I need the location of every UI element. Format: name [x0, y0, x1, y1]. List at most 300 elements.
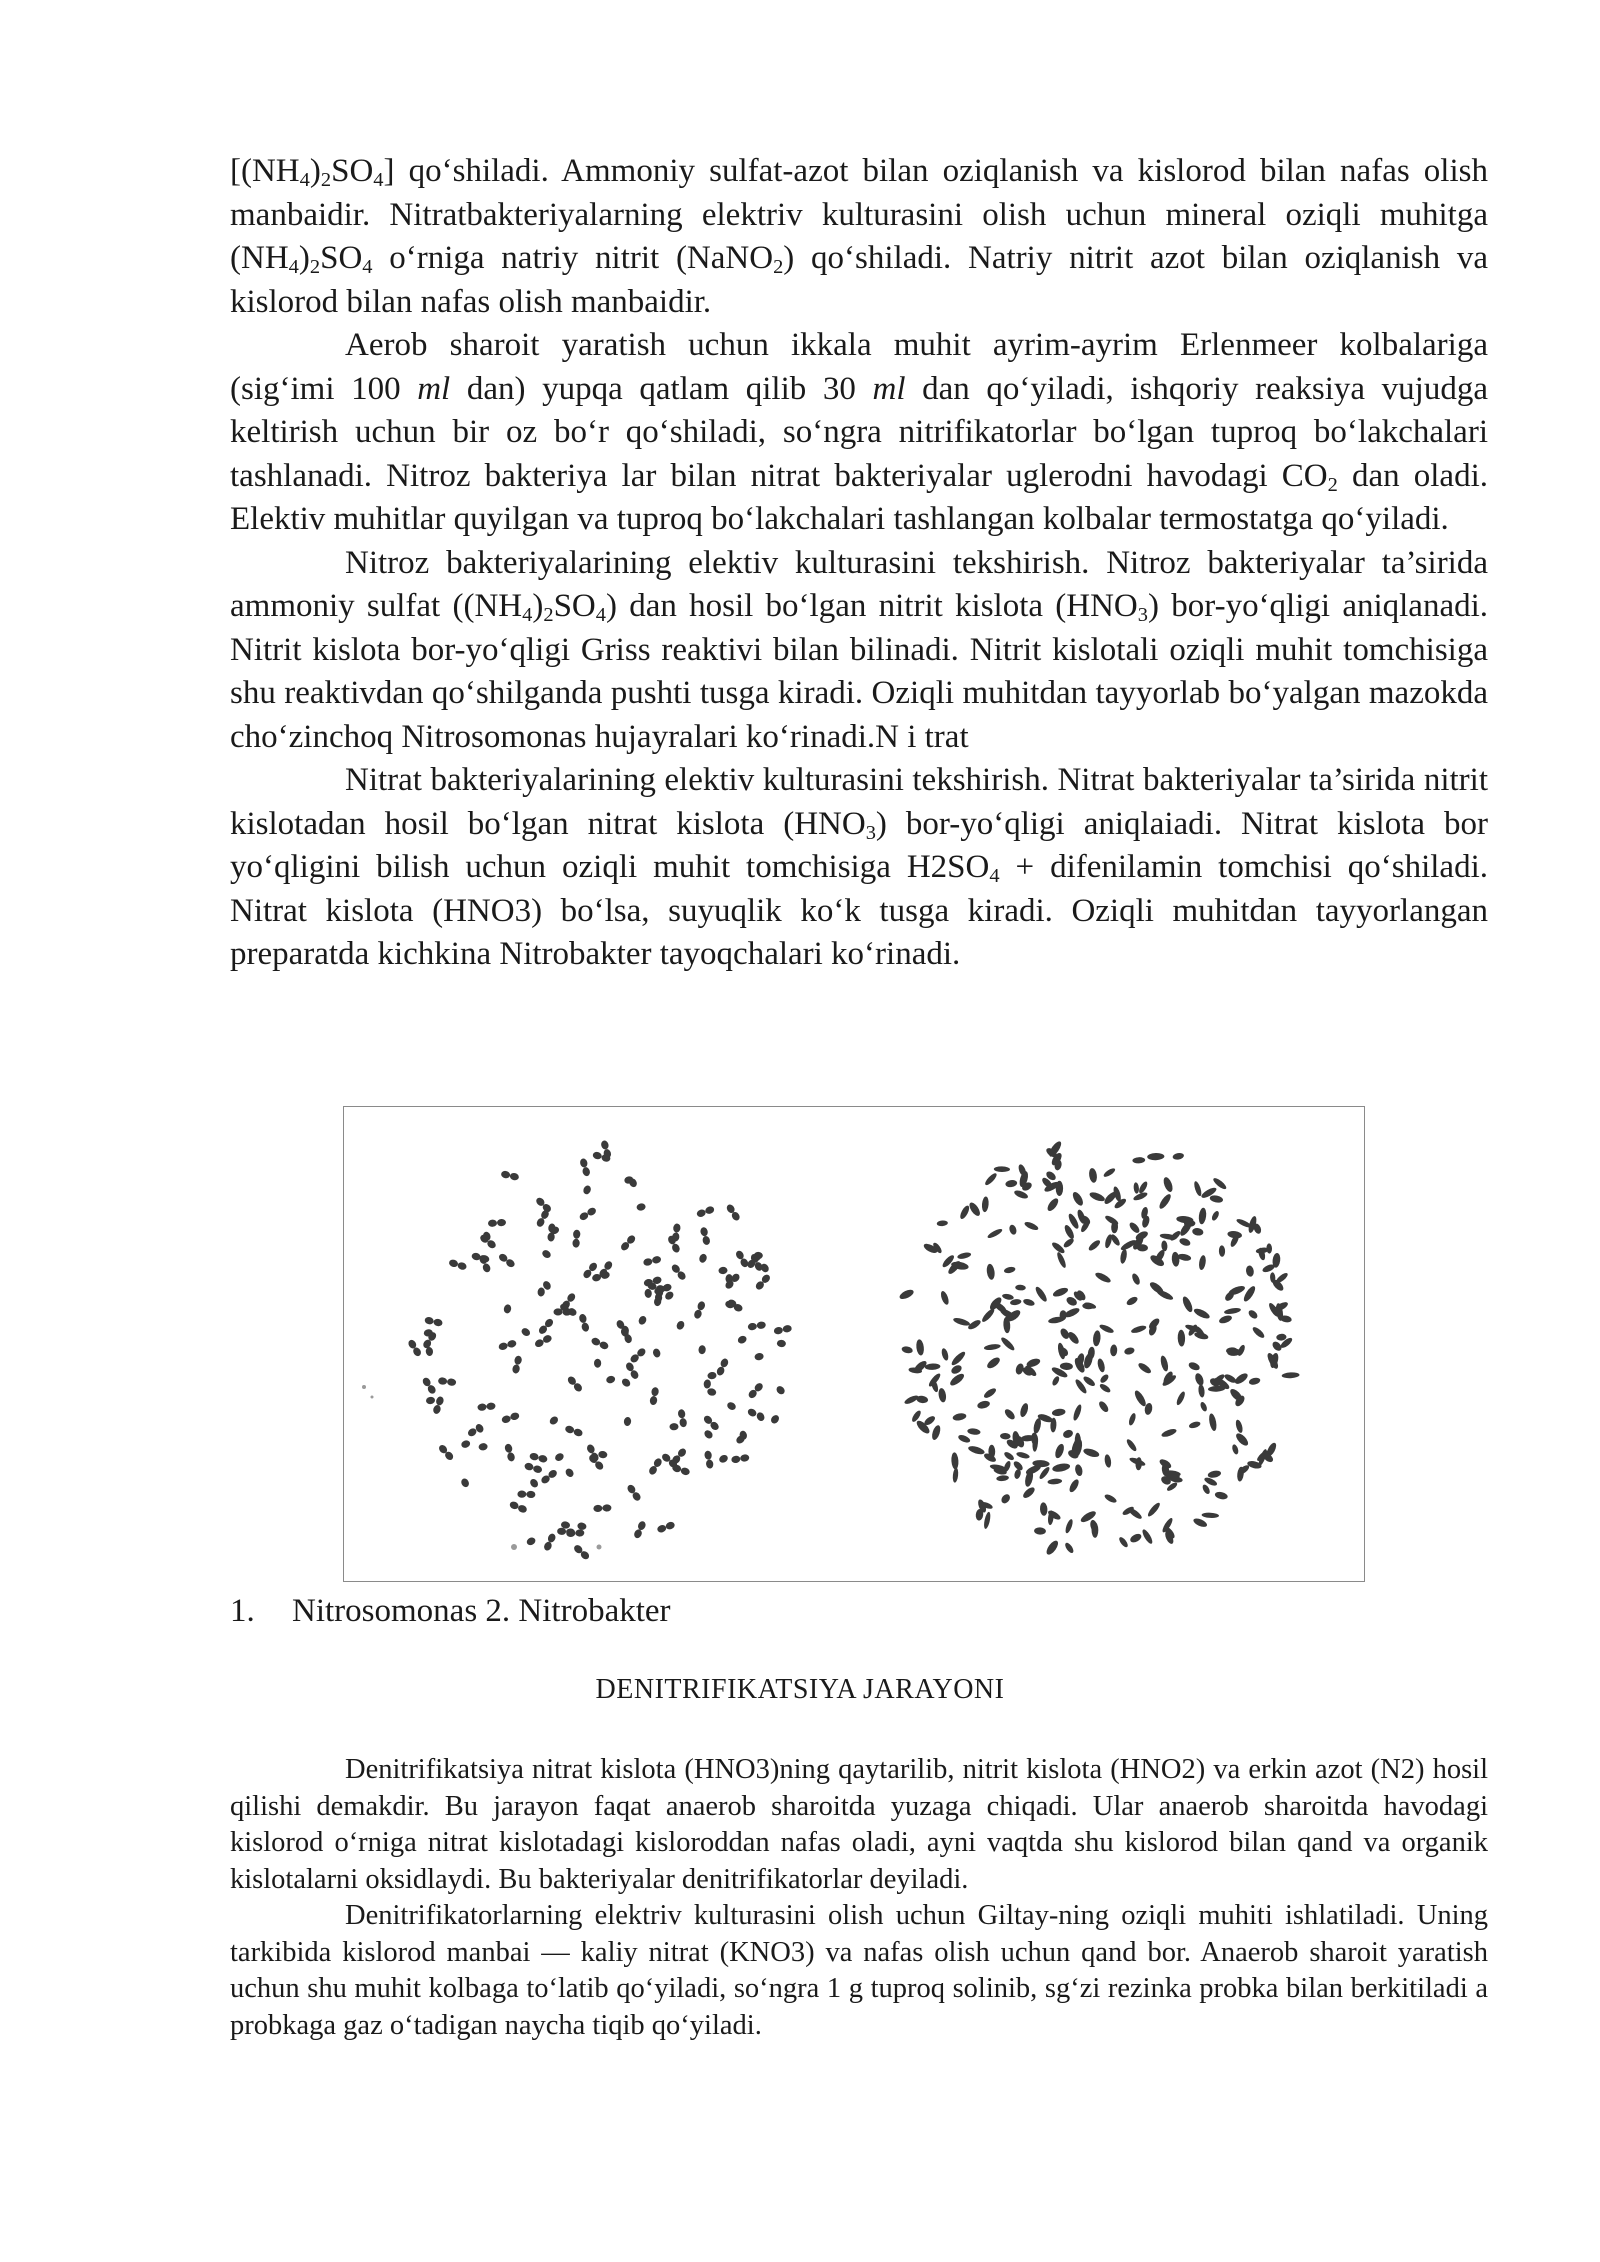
cell-mark — [915, 1339, 924, 1356]
paragraph — [230, 1898, 1488, 2044]
cell-mark — [497, 1252, 516, 1269]
cell-mark — [503, 1304, 512, 1314]
cell-mark — [543, 1532, 557, 1551]
cell-mark — [1092, 1330, 1101, 1347]
cell-mark — [982, 1387, 997, 1400]
cell-mark — [488, 1219, 506, 1227]
cell-mark — [1013, 1189, 1029, 1200]
cell-mark — [664, 1290, 676, 1301]
cell-mark — [1171, 1251, 1180, 1266]
cell-mark — [1161, 1240, 1168, 1251]
subscript: 2 — [543, 604, 554, 627]
paragraph — [230, 324, 1488, 542]
cell-mark — [957, 1251, 972, 1260]
cell-mark — [1132, 1157, 1145, 1164]
paragraph — [230, 759, 1488, 977]
cell-mark — [1034, 1285, 1049, 1303]
cell-mark — [940, 1348, 949, 1362]
cell-mark — [1201, 1483, 1211, 1495]
cell-mark — [986, 1263, 996, 1280]
cell-mark — [478, 1443, 488, 1451]
cell-mark — [525, 1536, 536, 1547]
cell-mark — [693, 1300, 706, 1319]
cell-mark — [1064, 1541, 1075, 1554]
cell-mark — [1000, 1336, 1017, 1352]
cell-mark — [460, 1439, 471, 1449]
cell-mark — [1056, 1251, 1068, 1269]
cell-mark — [898, 1288, 915, 1301]
cell-mark — [1119, 1249, 1127, 1265]
text-run: Aerob sharoit yaratish uchun ikkala muhit ayrim-ayrim Erlenmeer kolbalariga (sig‘imi 100 — [230, 327, 1488, 407]
cell-mark — [1147, 1153, 1164, 1161]
cell-mark — [986, 1227, 1003, 1239]
cell-mark — [734, 1249, 749, 1268]
text-run: Nitroz bakteriyalarining elektiv kulturasini tekshirish. Nitroz bakteriyalar ta’sirida ammoniy sulfat ((NH — [230, 544, 1488, 624]
cell-mark — [1177, 1330, 1185, 1347]
cell-mark — [1096, 1358, 1106, 1373]
text-run: ) — [309, 153, 321, 189]
speck-mark — [362, 1385, 366, 1389]
subscript: 4 — [299, 169, 310, 192]
text-body — [230, 150, 1488, 977]
text-run: ) — [532, 588, 544, 624]
cell-mark — [775, 1384, 786, 1395]
cell-mark — [643, 1255, 662, 1266]
cell-mark — [1193, 1180, 1203, 1197]
text-run: Denitrifikatorlarning elektriv kulturasini olish uchun Giltay-ning oziqli muhiti ishlatiladi. Uning tarkibida kislorod manbai — kaliy nitrat (KNO3) va nafas olish uchun qand bor. Anaerob sharoit yaratish uchun shu muhit kolbaga to‘latib qo‘yiladi, so‘ngra 1 g tuproq solinib, sg‘zi rezinka probka bilan berkitiladi a probkaga gaz o‘tadigan naycha tiqib qo‘yiladi. — [230, 1900, 1488, 2041]
micrograph-figure — [343, 1106, 1365, 1582]
cell-mark — [1198, 1255, 1207, 1271]
section-text — [230, 1752, 1488, 2044]
cell-mark — [1137, 1361, 1153, 1375]
cell-mark — [572, 1229, 580, 1247]
cell-mark — [1087, 1239, 1102, 1253]
text-run: SO — [320, 240, 363, 276]
cell-mark — [1021, 1486, 1036, 1500]
cell-mark — [1008, 1224, 1017, 1236]
cell-mark — [421, 1376, 437, 1395]
cell-mark — [769, 1414, 780, 1426]
cell-mark — [754, 1352, 764, 1361]
cell-mark — [698, 1345, 706, 1355]
cell-mark — [1231, 1444, 1239, 1456]
cell-mark — [1051, 1375, 1061, 1387]
cell-mark — [460, 1477, 471, 1488]
cell-mark — [707, 1371, 717, 1379]
cell-mark — [1047, 1478, 1062, 1485]
cell-mark — [1082, 1375, 1096, 1388]
cell-mark — [407, 1338, 423, 1357]
subscript: 4 — [989, 865, 1000, 888]
cell-mark — [930, 1424, 941, 1441]
text-run: SO — [331, 153, 374, 189]
cell-mark — [1062, 1237, 1075, 1249]
caption-text: Nitrosomonas 2. Nitrobakter — [292, 1593, 671, 1629]
subscript: 4 — [522, 604, 533, 627]
cell-mark — [624, 1361, 639, 1380]
cell-mark — [731, 1454, 750, 1464]
text-run: ) — [298, 240, 310, 276]
cell-mark — [1162, 1176, 1174, 1193]
cell-mark — [566, 1375, 583, 1393]
text-run: Nitrat bakteriyalarining elektiv kulturasini tekshirish. Nitrat bakteriyalar ta’sirida nitrit kislotadan hosil bo‘lgan nitrat kislota (HNO — [230, 762, 1488, 842]
cell-mark — [1233, 1371, 1249, 1386]
cell-mark — [579, 1158, 591, 1177]
cell-mark — [1129, 1532, 1143, 1544]
cell-mark — [594, 1359, 601, 1368]
cell-mark — [540, 1468, 559, 1485]
subscript: 2 — [320, 169, 332, 192]
cell-mark — [1224, 1307, 1242, 1315]
speck-mark — [511, 1544, 517, 1550]
cell-mark — [649, 1387, 659, 1406]
cell-mark — [1062, 1429, 1074, 1440]
cell-mark — [704, 1450, 714, 1469]
cell-mark — [700, 1226, 711, 1245]
cell-mark — [670, 1263, 687, 1281]
cell-mark — [1016, 1451, 1031, 1460]
cell-mark — [1218, 1314, 1233, 1325]
paragraph — [230, 542, 1488, 760]
cell-mark — [1282, 1372, 1300, 1379]
cell-mark — [952, 1316, 970, 1327]
cell-mark — [671, 1447, 688, 1465]
cell-mark — [529, 1477, 540, 1489]
cell-mark — [901, 1345, 913, 1354]
cell-mark — [1159, 1355, 1169, 1372]
cell-mark — [1198, 1207, 1207, 1224]
cell-mark — [437, 1443, 454, 1461]
cell-mark — [623, 1417, 631, 1427]
cell-mark — [1071, 1190, 1085, 1207]
cell-mark — [1032, 1417, 1042, 1434]
subscript: 2 — [1327, 473, 1338, 496]
cell-mark — [1094, 1271, 1112, 1285]
cell-mark — [1209, 1194, 1223, 1203]
subscript: 4 — [373, 169, 384, 192]
cell-mark — [996, 1475, 1009, 1482]
cell-mark — [755, 1411, 766, 1422]
cell-mark — [1172, 1152, 1184, 1160]
cell-mark — [1211, 1210, 1221, 1222]
subscript: 3 — [865, 821, 876, 844]
cell-mark — [1276, 1333, 1287, 1341]
subscript: 3 — [1137, 604, 1148, 627]
cell-mark — [557, 1527, 576, 1536]
nitrosomonas-panel — [362, 1140, 792, 1561]
cell-mark — [952, 1412, 967, 1421]
cell-mark — [984, 1172, 999, 1187]
cell-mark — [529, 1452, 548, 1463]
paragraph — [230, 1752, 1488, 1898]
cell-mark — [1015, 1284, 1026, 1290]
cell-mark — [747, 1382, 764, 1400]
cell-mark — [948, 1372, 966, 1388]
cell-mark — [541, 1249, 553, 1260]
nitrobakter-panel — [898, 1140, 1299, 1557]
cell-mark — [696, 1205, 715, 1218]
cell-mark — [564, 1467, 575, 1479]
cell-mark — [1118, 1536, 1130, 1549]
main-text — [230, 150, 1488, 977]
cell-mark — [1097, 1400, 1110, 1414]
cell-mark — [703, 1379, 711, 1389]
cell-mark — [737, 1335, 748, 1345]
cell-mark — [1040, 1502, 1048, 1516]
cell-mark — [626, 1483, 642, 1502]
cell-mark — [1088, 1167, 1098, 1183]
cell-mark — [773, 1324, 792, 1335]
cell-mark — [1141, 1528, 1154, 1545]
cell-mark — [1123, 1346, 1135, 1355]
subscript: 4 — [288, 256, 299, 279]
cell-mark — [1125, 1438, 1138, 1453]
cell-mark — [1181, 1295, 1194, 1313]
text-run: dan oladi. Elektiv muhitlar quyilgan va tuproq bo‘lakchalari tashlangan kolbalar termostatga qo‘yiladi. — [230, 457, 1488, 537]
cell-mark — [1192, 1517, 1208, 1529]
cell-mark — [1198, 1384, 1206, 1398]
cell-mark — [958, 1204, 970, 1220]
cell-mark — [1178, 1237, 1191, 1247]
cell-mark — [702, 1414, 720, 1432]
cell-mark — [438, 1377, 457, 1386]
cell-mark — [1175, 1390, 1186, 1406]
cell-mark — [677, 1409, 687, 1428]
cell-mark — [656, 1521, 675, 1534]
cell-mark — [1133, 1182, 1139, 1194]
section-body — [230, 1752, 1488, 2044]
cell-mark — [984, 1343, 1001, 1351]
cell-mark — [726, 1401, 737, 1412]
cell-mark — [1054, 1443, 1066, 1460]
cell-mark — [777, 1340, 787, 1348]
italic-text: ml — [417, 370, 451, 407]
cell-mark — [501, 1411, 520, 1424]
cell-mark — [939, 1290, 950, 1306]
cell-mark — [520, 1327, 532, 1338]
cell-mark — [477, 1402, 496, 1411]
cell-mark — [1074, 1464, 1083, 1477]
cell-mark — [715, 1357, 729, 1376]
cell-mark — [598, 1450, 608, 1458]
cell-mark — [1044, 1539, 1060, 1557]
cell-mark — [424, 1316, 443, 1327]
cell-mark — [718, 1453, 729, 1464]
cell-mark — [1133, 1389, 1148, 1408]
cell-mark — [1207, 1470, 1221, 1479]
text-run: dan) yupqa qatlam qilib 30 — [450, 370, 873, 407]
cell-mark — [725, 1203, 741, 1222]
cell-mark — [1023, 1220, 1039, 1231]
cell-mark — [950, 1363, 963, 1375]
cell-mark — [644, 1289, 652, 1299]
cell-mark — [985, 1355, 1001, 1370]
cell-mark — [629, 1347, 647, 1364]
cell-mark — [994, 1166, 1010, 1172]
cell-mark — [1082, 1447, 1100, 1459]
cell-mark — [577, 1522, 587, 1531]
caption-number: 1. — [230, 1593, 255, 1629]
cell-mark — [1051, 1408, 1065, 1417]
cell-mark — [1192, 1227, 1204, 1236]
cell-mark — [652, 1348, 662, 1359]
cell-mark — [1088, 1191, 1106, 1203]
cell-mark — [1066, 1330, 1080, 1345]
cell-mark — [1251, 1325, 1266, 1339]
cell-mark — [1187, 1361, 1200, 1372]
figure-caption — [230, 1590, 671, 1633]
section-heading: DENITRIFIKATSIYA JARAYONI — [595, 1674, 1005, 1705]
cell-mark — [1003, 1407, 1016, 1421]
italic-text: ml — [872, 370, 906, 407]
cell-mark — [537, 1317, 554, 1335]
paragraph — [230, 150, 1488, 324]
cell-mark — [425, 1396, 435, 1405]
cell-mark — [1214, 1491, 1228, 1501]
cell-mark — [1247, 1309, 1259, 1321]
cell-mark — [703, 1429, 714, 1440]
cell-mark — [976, 1400, 990, 1410]
cell-mark — [925, 1363, 941, 1370]
cell-mark — [718, 1266, 728, 1274]
cell-mark — [590, 1336, 609, 1350]
subscript: 4 — [362, 256, 373, 279]
cell-mark — [582, 1184, 592, 1195]
text-run: Denitrifikatsiya nitrat kislota (HNO3)ning qaytarilib, nitrit kislota (HNO2) va erkin azot (N2) hosil qilishi demakdir. Bu jarayon faqat anaerob sharoitda yuzaga chiqadi. Ular anaerob sharoitda havodagi kislorod o‘rniga nitrat kislotadagi kisloroddan nafas oladi, ayni vaqtda shu kislorod bilan qand va organik kislotalarni oksidlaydi. Bu bakteriyalar denitrifikatorlar deyiladi. — [230, 1754, 1488, 1895]
cell-mark — [524, 1462, 543, 1474]
cell-mark — [500, 1170, 519, 1181]
cell-mark — [1000, 1493, 1012, 1505]
subscript: 4 — [595, 604, 606, 627]
cell-mark — [535, 1209, 550, 1228]
cell-mark — [1156, 1288, 1175, 1301]
cell-mark — [936, 1220, 948, 1227]
cell-mark — [1091, 1522, 1098, 1538]
cell-mark — [517, 1490, 535, 1498]
cell-mark — [967, 1445, 985, 1456]
cell-mark — [1060, 1362, 1073, 1370]
cell-mark — [1003, 1266, 1016, 1274]
cell-mark — [537, 1287, 545, 1297]
subscript: 2 — [309, 256, 321, 279]
cell-mark — [1128, 1412, 1137, 1426]
cell-mark — [675, 1320, 686, 1331]
cell-mark — [637, 1315, 648, 1326]
cell-mark — [1005, 1179, 1018, 1188]
cell-mark — [1072, 1404, 1083, 1422]
cell-mark — [967, 1201, 982, 1218]
text-run: ) qo‘shiladi. Natriy nitrit azot bilan oziqlanish va kislorod bilan nafas olish manbaidir. — [230, 240, 1488, 320]
subscript: 2 — [773, 256, 784, 279]
cell-mark — [669, 1423, 678, 1431]
cell-mark — [1193, 1307, 1211, 1321]
text-run: ) bor-yo‘qligi aniqlaiadi. Nitrat kislota bor yo‘qligini bilish uchun oziqli muhit tomchisiga H2SO — [230, 805, 1488, 885]
cell-mark — [1125, 1295, 1139, 1307]
cell-mark — [554, 1452, 565, 1463]
cell-mark — [1052, 1286, 1069, 1298]
cell-mark — [1131, 1272, 1142, 1285]
text-run: [(NH — [230, 153, 300, 189]
cell-mark — [1019, 1402, 1030, 1418]
cell-mark — [605, 1375, 616, 1385]
cell-mark — [1052, 1462, 1071, 1473]
text-run: ) bor-yo‘qligi aniqlanadi. Nitrit kislota bor-yo‘qligi Griss reaktivi bilan bilinadi. Nitrit kislotali oziqli muhit tomchisiga shu reaktivdan qo‘shilganda pushti tusga kiradi. Oziqli muhitdan tayyorlab bo‘yalgan mazokda cho‘zinchoq Nitrosomonas hujayralari ko‘rinadi.N i trat — [230, 588, 1489, 755]
cell-mark — [1098, 1323, 1114, 1335]
cell-mark — [706, 1387, 717, 1396]
cell-mark — [636, 1203, 646, 1212]
cell-mark — [950, 1350, 967, 1367]
cell-mark — [951, 1452, 959, 1469]
cell-mark — [1000, 1433, 1011, 1440]
cell-mark — [1194, 1372, 1205, 1387]
cell-mark — [1103, 1493, 1117, 1504]
cell-mark — [1161, 1427, 1178, 1438]
cell-mark — [981, 1196, 989, 1212]
cell-mark — [1110, 1344, 1118, 1356]
cell-mark — [746, 1407, 757, 1418]
cell-mark — [620, 1377, 632, 1388]
cell-mark — [1099, 1373, 1110, 1384]
cell-mark — [1199, 1401, 1208, 1412]
cell-mark — [534, 1334, 553, 1349]
cell-mark — [509, 1500, 528, 1514]
cell-mark — [747, 1321, 766, 1331]
cell-mark — [957, 1433, 971, 1444]
cell-mark — [698, 1253, 708, 1264]
cell-mark — [1146, 1501, 1161, 1518]
cell-mark — [498, 1339, 517, 1351]
cell-mark — [983, 1511, 992, 1529]
cell-mark — [1003, 1451, 1015, 1462]
cell-mark — [938, 1388, 947, 1403]
cell-mark — [1157, 1192, 1172, 1210]
text-run: SO — [553, 588, 596, 624]
cell-mark — [1104, 1454, 1112, 1468]
cell-mark — [952, 1467, 959, 1482]
cell-mark — [1219, 1245, 1226, 1257]
cell-mark — [1056, 1181, 1063, 1196]
bacteria-illustration — [344, 1107, 1364, 1581]
cell-mark — [1234, 1431, 1250, 1447]
text-run: ] qo‘shiladi. Ammoniy sulfat-azot bilan oziqlanish va kislorod bilan nafas olish manbaidir. Nitratbakteriyalarning elektriv kulturasini olish uchun mineral oziqli muhitga (NH — [230, 153, 1488, 276]
cell-mark — [619, 1234, 636, 1252]
cell-mark — [564, 1425, 583, 1438]
cell-mark — [633, 1520, 647, 1539]
speck-mark — [371, 1396, 374, 1399]
cell-mark — [1046, 1197, 1061, 1213]
text-run: ) dan hosil bo‘lgan nitrit kislota (HNO — [605, 588, 1138, 624]
cell-mark — [1208, 1413, 1218, 1432]
cell-mark — [671, 1464, 690, 1477]
text-run: + difenilamin tomchisi qo‘shiladi. Nitrat kislota (HNO3) bo‘lsa, suyuqlik ko‘k tusga kiradi. Oziqli muhitdan tayyorlangan preparatda kichkina Nitrobakter tayoqchalari ko‘rinadi. — [230, 849, 1488, 972]
cell-mark — [967, 1428, 981, 1436]
cell-mark — [1130, 1324, 1147, 1334]
cell-mark — [448, 1258, 467, 1270]
text-run: dan qo‘yiladi, ishqoriy reaksiya vujudga keltirish uchun bir oz bo‘r qo‘shiladi, so‘ngra nitrifikatorlar bo‘lgan tuproq bo‘lakchalari tashlanadi. Nitroz bakteriya lar bilan nitrat bakteriyalar uglerodni havodagi CO — [230, 370, 1489, 494]
cell-mark — [573, 1544, 591, 1561]
cell-mark — [548, 1415, 560, 1426]
cell-mark — [754, 1273, 771, 1291]
cell-mark — [578, 1206, 597, 1221]
cell-mark — [1064, 1518, 1074, 1534]
text-run: o‘rniga natriy nitrit (NaNO — [372, 240, 774, 276]
cell-mark — [1102, 1167, 1116, 1179]
cell-mark — [1245, 1265, 1254, 1277]
cell-mark — [1128, 1221, 1141, 1235]
cell-mark — [1034, 1527, 1046, 1535]
cell-mark — [648, 1457, 664, 1476]
cell-mark — [1068, 1478, 1081, 1494]
